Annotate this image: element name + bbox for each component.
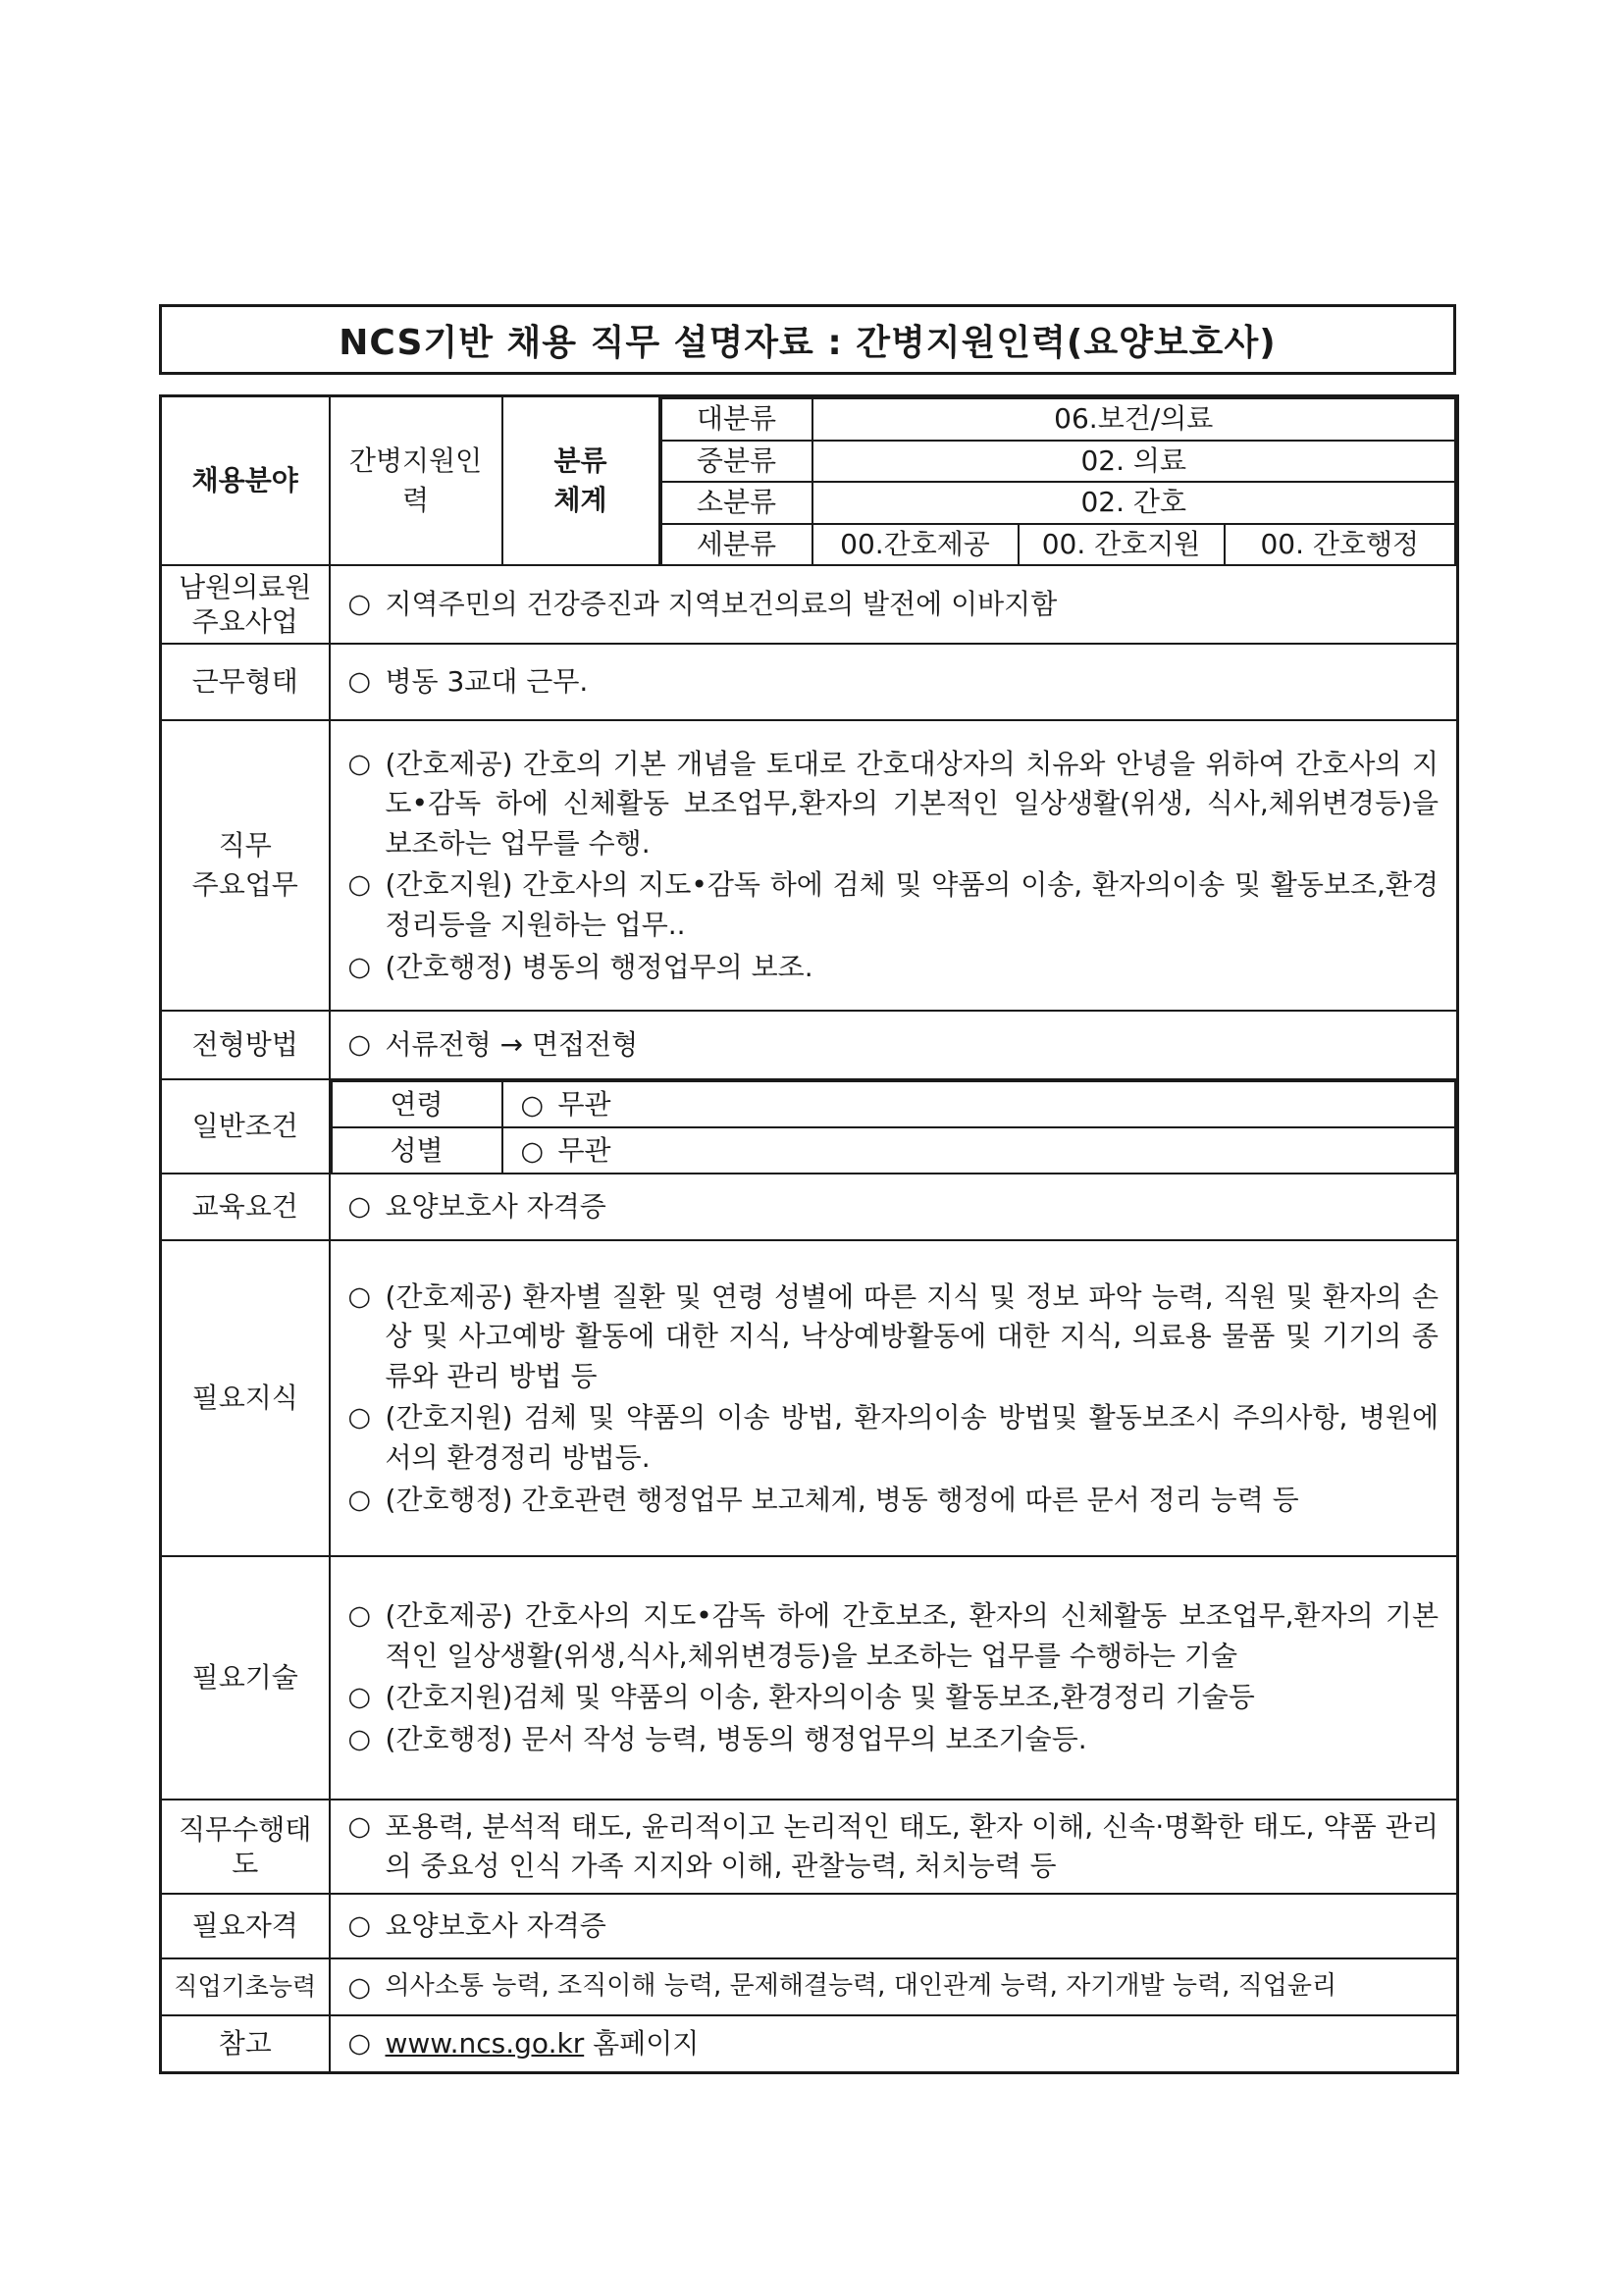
basic-ability-label: 직업기초능력 <box>161 1958 330 2015</box>
bullet-icon: ○ <box>347 1484 372 1515</box>
item-text: 요양보호사 자격증 <box>385 1190 606 1224</box>
work-type-content <box>330 644 1458 720</box>
skills-label: 필요기술 <box>161 1556 330 1800</box>
bullet-icon: ○ <box>347 589 372 620</box>
bullet-icon: ○ <box>347 1280 372 1312</box>
bullet-icon: ○ <box>347 1810 372 1842</box>
major-class-value: 06.보건/의료 <box>812 398 1456 441</box>
duties-label: 직무 주요업무 <box>161 720 330 1011</box>
minor-class-value: 02. 간호 <box>812 482 1456 524</box>
bullet-icon: ○ <box>347 1600 372 1632</box>
bullet-icon: ○ <box>347 1682 372 1713</box>
item-text: (간호행정) 병동의 행정업무의 보조. <box>385 950 813 983</box>
duties-content <box>330 720 1458 1011</box>
item-text: (간호지원) 검체 및 약품의 이송 방법, 환자의이송 방법및 활동보조시 주의사항, 병원에서의 환경정리 방법등. <box>385 1401 1439 1474</box>
education-content <box>330 1174 1458 1240</box>
detail-class-value: 00. 간호행정 <box>1225 524 1456 565</box>
age-value <box>502 1081 1456 1127</box>
item-text: (간호제공) 간호사의 지도•감독 하에 간호보조, 환자의 신체활동 보조업무,환자의 기본적인 일상생활(위생,식사,체위변경등)을 보조하는 업무를 수행하는 기술 <box>385 1599 1439 1672</box>
bullet-icon: ○ <box>347 1402 372 1434</box>
reference-label: 참고 <box>161 2015 330 2072</box>
business-label: 남원의료원 주요사업 <box>161 565 330 644</box>
classification-label: 분류 체계 <box>502 396 659 566</box>
selection-label: 전형방법 <box>161 1011 330 1079</box>
general-conditions-row <box>161 1079 1458 1174</box>
qualification-content <box>330 1894 1458 1958</box>
item-text: (간호제공) 간호의 기본 개념을 토대로 간호대상자의 치유와 안녕을 위하여 간호사의 지도•감독 하에 신체활동 보조업무,환자의 기본적인 일상생활(위생, 식사,체위변경등)을 보조하는 업무를 수행. <box>385 747 1439 860</box>
gender-label: 성별 <box>332 1127 502 1173</box>
duties-row <box>161 720 1458 1011</box>
bullet-icon: ○ <box>347 748 372 779</box>
gender-value-text: 무관 <box>557 1133 611 1167</box>
classification-row <box>161 396 1458 566</box>
item-text: (간호지원)검체 및 약품의 이송, 환자의이송 및 활동보조,환경정리 기술등 <box>385 1681 1255 1714</box>
business-row <box>161 565 1458 644</box>
field-label: 채용분야 <box>161 396 330 566</box>
knowledge-label: 필요지식 <box>161 1240 330 1556</box>
age-label: 연령 <box>332 1081 502 1127</box>
basic-ability-row <box>161 1958 1458 2015</box>
business-content <box>330 565 1458 644</box>
reference-row <box>161 2015 1458 2072</box>
detail-class-value: 00.간호제공 <box>812 524 1019 565</box>
attitude-label: 직무수행태 도 <box>161 1800 330 1894</box>
reference-content <box>330 2015 1458 2072</box>
bullet-icon: ○ <box>520 1089 545 1121</box>
detail-class-value: 00. 간호지원 <box>1019 524 1225 565</box>
general-conditions-content <box>330 1079 1458 1174</box>
bullet-icon: ○ <box>347 869 372 901</box>
gender-value <box>502 1127 1456 1173</box>
skills-row <box>161 1556 1458 1800</box>
minor-class-label: 소분류 <box>661 482 812 524</box>
middle-class-label: 중분류 <box>661 441 812 483</box>
education-row <box>161 1174 1458 1240</box>
work-type-label: 근무형태 <box>161 644 330 720</box>
qualification-row <box>161 1894 1458 1958</box>
knowledge-row <box>161 1240 1458 1556</box>
item-text: (간호행정) 문서 작성 능력, 병동의 행정업무의 보조기술등. <box>385 1722 1087 1755</box>
ncs-website-link[interactable]: www.ncs.go.kr <box>385 2026 585 2060</box>
bullet-icon: ○ <box>347 1910 372 1942</box>
item-text: 병동 3교대 근무. <box>385 665 589 699</box>
detail-class-label: 세분류 <box>661 524 812 565</box>
education-label: 교육요건 <box>161 1174 330 1240</box>
bullet-icon: ○ <box>347 2027 372 2059</box>
bullet-icon: ○ <box>347 1029 372 1061</box>
skills-content <box>330 1556 1458 1800</box>
job-description-table <box>159 394 1459 2074</box>
item-text: 지역주민의 건강증진과 지역보건의료의 발전에 이바지함 <box>385 588 1058 621</box>
reference-suffix: 홈페이지 <box>584 2026 700 2060</box>
document-title: NCS기반 채용 직무 설명자료 : 간병지원인력(요양보호사) <box>159 304 1456 375</box>
work-type-row <box>161 644 1458 720</box>
basic-ability-content <box>330 1958 1458 2015</box>
bullet-icon: ○ <box>347 951 372 982</box>
item-text: 서류전형 → 면접전형 <box>385 1028 639 1062</box>
bullet-icon: ○ <box>347 1191 372 1223</box>
major-class-label: 대분류 <box>661 398 812 441</box>
attitude-row <box>161 1800 1458 1894</box>
qualification-label: 필요자격 <box>161 1894 330 1958</box>
bullet-icon: ○ <box>520 1135 545 1167</box>
bullet-icon: ○ <box>347 1971 372 2003</box>
classification-grid <box>659 396 1458 566</box>
selection-row <box>161 1011 1458 1079</box>
item-text: (간호지원) 간호사의 지도•감독 하에 검체 및 약품의 이송, 환자의이송 및 활동보조,환경정리등을 지원하는 업무.. <box>385 868 1439 941</box>
field-value: 간병지원인력 <box>330 396 502 566</box>
middle-class-value: 02. 의료 <box>812 441 1456 483</box>
item-text: 요양보호사 자격증 <box>385 1909 606 1943</box>
selection-content <box>330 1011 1458 1079</box>
age-value-text: 무관 <box>557 1087 611 1121</box>
item-text: (간호행정) 간호관련 행정업무 보고체계, 병동 행정에 따른 문서 정리 능력 등 <box>385 1483 1299 1516</box>
item-text: (간호제공) 환자별 질환 및 연령 성별에 따른 지식 및 정보 파악 능력, 직원 및 환자의 손상 및 사고예방 활동에 대한 지식, 낙상예방활동에 대한 지식, 의료용 물품 및 기기의 종류와 관리 방법 등 <box>385 1279 1439 1392</box>
attitude-content <box>330 1800 1458 1894</box>
bullet-icon: ○ <box>347 1723 372 1754</box>
item-text: 포용력, 분석적 태도, 윤리적이고 논리적인 태도, 환자 이해, 신속·명확한 태도, 약품 관리의 중요성 인식 가족 지지와 이해, 관찰능력, 처치능력 등 <box>385 1809 1439 1883</box>
bullet-icon: ○ <box>347 666 372 698</box>
general-conditions-label: 일반조건 <box>161 1079 330 1174</box>
knowledge-content <box>330 1240 1458 1556</box>
item-text: 의사소통 능력, 조직이해 능력, 문제해결능력, 대인관계 능력, 자기개발 능력, 직업윤리 <box>385 1970 1337 2001</box>
